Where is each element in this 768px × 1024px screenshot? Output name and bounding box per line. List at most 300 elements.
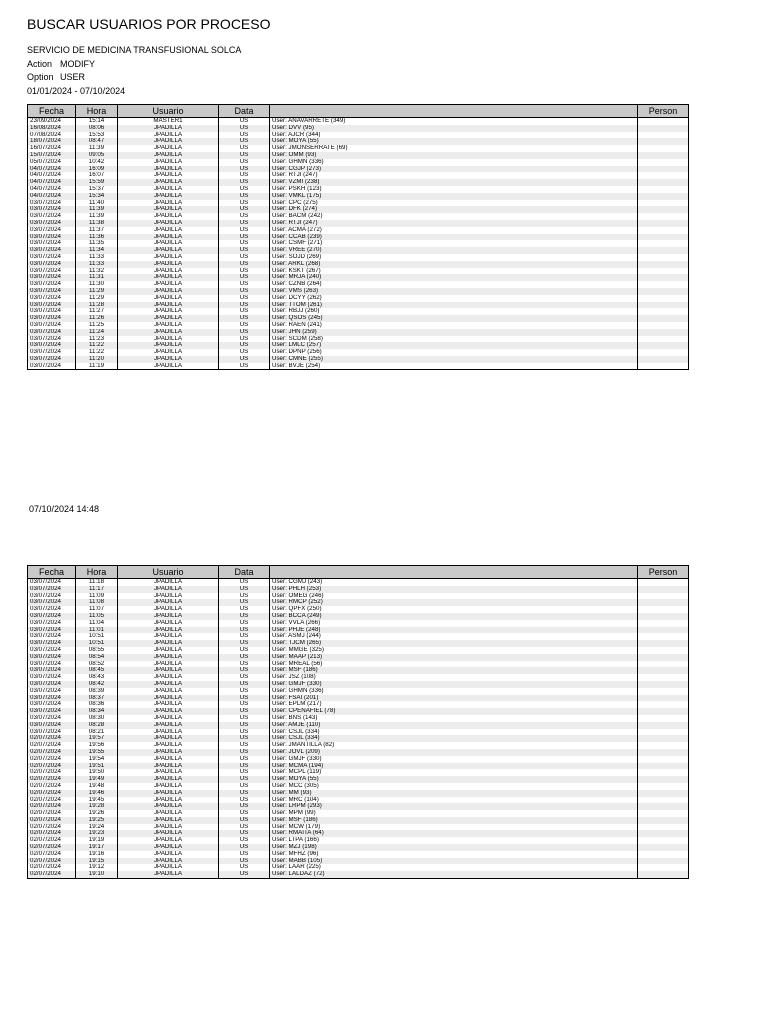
cell-fecha: 03/07/2024	[28, 701, 76, 708]
cell-hora: 08:52	[76, 661, 118, 668]
cell-data: US	[219, 830, 270, 837]
table-row	[28, 654, 689, 661]
cell-person	[638, 172, 689, 179]
cell-person	[638, 342, 689, 349]
cell-person	[638, 125, 689, 132]
cell-data: US	[219, 851, 270, 858]
table-row	[28, 281, 689, 288]
cell-detail: User: MABB (105)	[270, 858, 638, 865]
cell-hora: 11:17	[76, 586, 118, 593]
cell-hora: 19:16	[76, 851, 118, 858]
table-row	[28, 206, 689, 213]
cell-data: US	[219, 213, 270, 220]
cell-detail: User: BNS (143)	[270, 715, 638, 722]
cell-usuario: JPADILLA	[118, 281, 219, 288]
cell-detail: User: GHMN (336)	[270, 688, 638, 695]
cell-usuario: JPADILLA	[118, 220, 219, 227]
cell-person	[638, 837, 689, 844]
cell-hora: 11:22	[76, 349, 118, 356]
cell-usuario: JPADILLA	[118, 363, 219, 370]
cell-fecha: 03/07/2024	[28, 213, 76, 220]
cell-usuario: JPADILLA	[118, 681, 219, 688]
service-name: SERVICIO DE MEDICINA TRANSFUSIONAL SOLCA	[27, 45, 242, 55]
cell-detail: User: OMM (93)	[270, 152, 638, 159]
cell-fecha: 05/07/2024	[28, 159, 76, 166]
cell-usuario: JPADILLA	[118, 620, 219, 627]
cell-data: US	[219, 240, 270, 247]
cell-detail: User: RAEN (241)	[270, 322, 638, 329]
cell-detail: User: MCW (179)	[270, 824, 638, 831]
cell-detail: User: DVV (95)	[270, 125, 638, 132]
cell-detail: User: LRPM (293)	[270, 803, 638, 810]
cell-usuario: JPADILLA	[118, 125, 219, 132]
table-row	[28, 769, 689, 776]
table-row	[28, 620, 689, 627]
cell-detail: User: GMJF (330)	[270, 756, 638, 763]
cell-hora: 15:37	[76, 186, 118, 193]
table-row	[28, 715, 689, 722]
results-table-page-1	[27, 104, 689, 370]
cell-hora: 11:22	[76, 342, 118, 349]
table-body-page-2	[28, 579, 689, 879]
cell-usuario: JPADILLA	[118, 742, 219, 749]
cell-fecha: 03/07/2024	[28, 681, 76, 688]
cell-data: US	[219, 281, 270, 288]
cell-usuario: JPADILLA	[118, 308, 219, 315]
cell-detail: User: GHMN (336)	[270, 159, 638, 166]
cell-fecha: 02/07/2024	[28, 824, 76, 831]
table-row	[28, 729, 689, 736]
cell-fecha: 03/07/2024	[28, 234, 76, 241]
cell-hora: 15:53	[76, 132, 118, 139]
cell-hora: 11:31	[76, 274, 118, 281]
cell-fecha: 03/07/2024	[28, 322, 76, 329]
col-data: Data	[219, 105, 270, 118]
cell-usuario: JPADILLA	[118, 261, 219, 268]
cell-detail: User: MRC (104)	[270, 797, 638, 804]
cell-detail: User: LALDAZ (72)	[270, 871, 638, 878]
cell-detail: User: MCMA (194)	[270, 763, 638, 770]
cell-data: US	[219, 132, 270, 139]
cell-detail: User: CPC (275)	[270, 200, 638, 207]
cell-detail: User: QSOS (245)	[270, 315, 638, 322]
cell-fecha: 03/07/2024	[28, 288, 76, 295]
cell-hora: 19:25	[76, 817, 118, 824]
cell-person	[638, 871, 689, 878]
cell-fecha: 03/07/2024	[28, 220, 76, 227]
cell-data: US	[219, 667, 270, 674]
cell-data: US	[219, 118, 270, 125]
cell-fecha: 03/07/2024	[28, 627, 76, 634]
table-row	[28, 647, 689, 654]
cell-data: US	[219, 654, 270, 661]
table-row	[28, 735, 689, 742]
cell-hora: 15:14	[76, 118, 118, 125]
table-row	[28, 810, 689, 817]
cell-fecha: 03/07/2024	[28, 261, 76, 268]
cell-person	[638, 783, 689, 790]
cell-usuario: JPADILLA	[118, 179, 219, 186]
cell-usuario: JPADILLA	[118, 851, 219, 858]
cell-data: US	[219, 363, 270, 370]
cell-detail: User: EPLM (217)	[270, 701, 638, 708]
cell-usuario: JPADILLA	[118, 661, 219, 668]
cell-data: US	[219, 234, 270, 241]
table-row	[28, 688, 689, 695]
cell-fecha: 02/07/2024	[28, 756, 76, 763]
cell-detail: User: VREE (270)	[270, 247, 638, 254]
cell-detail: User: MSF (186)	[270, 667, 638, 674]
cell-detail: User: PSKH (123)	[270, 186, 638, 193]
cell-person	[638, 179, 689, 186]
cell-data: US	[219, 627, 270, 634]
cell-usuario: JPADILLA	[118, 227, 219, 234]
cell-fecha: 03/07/2024	[28, 315, 76, 322]
cell-usuario: JPADILLA	[118, 715, 219, 722]
cell-data: US	[219, 824, 270, 831]
cell-data: US	[219, 186, 270, 193]
cell-person	[638, 599, 689, 606]
cell-hora: 11:26	[76, 315, 118, 322]
cell-fecha: 03/07/2024	[28, 688, 76, 695]
cell-data: US	[219, 858, 270, 865]
cell-data: US	[219, 247, 270, 254]
cell-fecha: 03/07/2024	[28, 349, 76, 356]
table-row	[28, 817, 689, 824]
cell-usuario: JPADILLA	[118, 688, 219, 695]
cell-usuario: JPADILLA	[118, 824, 219, 831]
cell-data: US	[219, 261, 270, 268]
cell-data: US	[219, 159, 270, 166]
table-row	[28, 871, 689, 878]
col-usuario: Usuario	[118, 105, 219, 118]
cell-hora: 15:59	[76, 179, 118, 186]
cell-data: US	[219, 837, 270, 844]
table-row	[28, 599, 689, 606]
cell-hora: 11:39	[76, 213, 118, 220]
cell-person	[638, 640, 689, 647]
cell-fecha: 02/07/2024	[28, 783, 76, 790]
cell-data: US	[219, 152, 270, 159]
cell-hora: 19:26	[76, 810, 118, 817]
table-row	[28, 783, 689, 790]
cell-usuario: JPADILLA	[118, 783, 219, 790]
cell-detail: User: MAAP (213)	[270, 654, 638, 661]
cell-person	[638, 166, 689, 173]
table-row	[28, 349, 689, 356]
cell-fecha: 04/07/2024	[28, 172, 76, 179]
cell-data: US	[219, 356, 270, 363]
table-row	[28, 179, 689, 186]
table-row	[28, 295, 689, 302]
cell-person	[638, 633, 689, 640]
table-row	[28, 261, 689, 268]
col-person: Person	[638, 566, 689, 579]
cell-person	[638, 647, 689, 654]
cell-data: US	[219, 166, 270, 173]
cell-detail: User: AMJE (110)	[270, 722, 638, 729]
cell-usuario: JPADILLA	[118, 247, 219, 254]
table-row	[28, 268, 689, 275]
cell-hora: 19:19	[76, 837, 118, 844]
cell-usuario: JPADILLA	[118, 837, 219, 844]
cell-fecha: 07/08/2024	[28, 132, 76, 139]
table-row	[28, 342, 689, 349]
cell-detail: User: BVJE (254)	[270, 363, 638, 370]
cell-fecha: 03/07/2024	[28, 342, 76, 349]
table-row	[28, 172, 689, 179]
cell-hora: 11:18	[76, 579, 118, 586]
cell-usuario: JPADILLA	[118, 797, 219, 804]
cell-fecha: 02/07/2024	[28, 864, 76, 871]
cell-fecha: 02/07/2024	[28, 810, 76, 817]
cell-person	[638, 844, 689, 851]
cell-fecha: 23/09/2024	[28, 118, 76, 125]
cell-person	[638, 756, 689, 763]
cell-person	[638, 159, 689, 166]
cell-person	[638, 654, 689, 661]
cell-fecha: 03/07/2024	[28, 254, 76, 261]
cell-detail: User: CMNE (255)	[270, 356, 638, 363]
cell-usuario: JPADILLA	[118, 599, 219, 606]
cell-data: US	[219, 586, 270, 593]
cell-person	[638, 667, 689, 674]
cell-hora: 11:29	[76, 288, 118, 295]
cell-person	[638, 247, 689, 254]
cell-detail: User: ASMJ (244)	[270, 633, 638, 640]
cell-hora: 19:55	[76, 749, 118, 756]
action-value: MODIFY	[60, 59, 95, 69]
cell-fecha: 03/07/2024	[28, 329, 76, 336]
cell-fecha: 02/07/2024	[28, 790, 76, 797]
cell-fecha: 02/07/2024	[28, 797, 76, 804]
cell-detail: User: SOJD (269)	[270, 254, 638, 261]
cell-usuario: JPADILLA	[118, 844, 219, 851]
cell-data: US	[219, 138, 270, 145]
table-row	[28, 674, 689, 681]
cell-usuario: JPADILLA	[118, 288, 219, 295]
cell-fecha: 03/07/2024	[28, 240, 76, 247]
cell-detail: User: GMJF (330)	[270, 681, 638, 688]
table-row	[28, 336, 689, 343]
cell-person	[638, 322, 689, 329]
cell-usuario: JPADILLA	[118, 152, 219, 159]
cell-detail: User: RTJI (247)	[270, 172, 638, 179]
cell-person	[638, 769, 689, 776]
cell-detail: User: MSF (186)	[270, 817, 638, 824]
cell-data: US	[219, 308, 270, 315]
cell-fecha: 03/07/2024	[28, 295, 76, 302]
cell-hora: 11:37	[76, 227, 118, 234]
table-row	[28, 288, 689, 295]
cell-person	[638, 742, 689, 749]
cell-hora: 11:04	[76, 620, 118, 627]
table-row	[28, 790, 689, 797]
cell-hora: 08:42	[76, 681, 118, 688]
cell-detail: User: MCC (305)	[270, 783, 638, 790]
cell-hora: 11:08	[76, 599, 118, 606]
cell-usuario: JPADILLA	[118, 240, 219, 247]
cell-hora: 19:10	[76, 871, 118, 878]
cell-data: US	[219, 810, 270, 817]
cell-data: US	[219, 864, 270, 871]
cell-hora: 19:56	[76, 742, 118, 749]
cell-usuario: JPADILLA	[118, 674, 219, 681]
table-row	[28, 145, 689, 152]
cell-usuario: JPADILLA	[118, 206, 219, 213]
cell-fecha: 02/07/2024	[28, 837, 76, 844]
cell-data: US	[219, 633, 270, 640]
cell-person	[638, 363, 689, 370]
cell-data: US	[219, 342, 270, 349]
cell-person	[638, 681, 689, 688]
cell-usuario: JPADILLA	[118, 329, 219, 336]
cell-detail: User: MRJA (240)	[270, 274, 638, 281]
cell-detail: User: FSAI (201)	[270, 695, 638, 702]
table-row	[28, 166, 689, 173]
cell-person	[638, 240, 689, 247]
cell-hora: 08:55	[76, 647, 118, 654]
table-row	[28, 329, 689, 336]
date-range: 01/01/2024 - 07/10/2024	[27, 86, 126, 96]
table-row	[28, 722, 689, 729]
cell-usuario: JPADILLA	[118, 138, 219, 145]
cell-data: US	[219, 329, 270, 336]
cell-fecha: 03/07/2024	[28, 606, 76, 613]
table-row	[28, 220, 689, 227]
cell-hora: 11:20	[76, 356, 118, 363]
cell-fecha: 03/07/2024	[28, 274, 76, 281]
cell-fecha: 04/07/2024	[28, 166, 76, 173]
cell-detail: User: CSMF (271)	[270, 240, 638, 247]
cell-person	[638, 329, 689, 336]
cell-usuario: JPADILLA	[118, 579, 219, 586]
cell-usuario: JPADILLA	[118, 593, 219, 600]
cell-data: US	[219, 274, 270, 281]
cell-usuario: JPADILLA	[118, 729, 219, 736]
cell-person	[638, 776, 689, 783]
cell-fecha: 03/07/2024	[28, 722, 76, 729]
cell-usuario: JPADILLA	[118, 654, 219, 661]
cell-data: US	[219, 674, 270, 681]
cell-data: US	[219, 817, 270, 824]
table-row	[28, 274, 689, 281]
cell-hora: 08:21	[76, 729, 118, 736]
cell-fecha: 03/07/2024	[28, 640, 76, 647]
cell-detail: User: KSKT (267)	[270, 268, 638, 275]
cell-person	[638, 336, 689, 343]
cell-detail: User: SCDM (258)	[270, 336, 638, 343]
table-row	[28, 322, 689, 329]
cell-fecha: 02/07/2024	[28, 817, 76, 824]
cell-usuario: JPADILLA	[118, 810, 219, 817]
cell-hora: 11:30	[76, 281, 118, 288]
cell-hora: 11:35	[76, 240, 118, 247]
cell-detail: User: JHN (259)	[270, 329, 638, 336]
cell-fecha: 18/07/2024	[28, 138, 76, 145]
cell-usuario: JPADILLA	[118, 200, 219, 207]
cell-person	[638, 824, 689, 831]
cell-detail: User: RMCP (252)	[270, 599, 638, 606]
col-fecha: Fecha	[28, 566, 76, 579]
cell-hora: 19:49	[76, 776, 118, 783]
cell-person	[638, 817, 689, 824]
cell-hora: 19:54	[76, 756, 118, 763]
cell-data: US	[219, 776, 270, 783]
cell-fecha: 02/07/2024	[28, 742, 76, 749]
cell-data: US	[219, 803, 270, 810]
cell-usuario: JPADILLA	[118, 213, 219, 220]
cell-usuario: JPADILLA	[118, 322, 219, 329]
col-detail	[270, 105, 638, 118]
cell-usuario: JPADILLA	[118, 336, 219, 343]
cell-hora: 19:24	[76, 824, 118, 831]
table-row	[28, 749, 689, 756]
cell-usuario: JPADILLA	[118, 613, 219, 620]
cell-detail: User: CZNB (264)	[270, 281, 638, 288]
cell-fecha: 02/07/2024	[28, 851, 76, 858]
table-row	[28, 186, 689, 193]
table-row	[28, 858, 689, 865]
cell-hora: 08:06	[76, 125, 118, 132]
cell-detail: User: VVLA (266)	[270, 620, 638, 627]
cell-person	[638, 206, 689, 213]
cell-data: US	[219, 729, 270, 736]
table-row	[28, 864, 689, 871]
cell-usuario: MASTER1	[118, 118, 219, 125]
cell-hora: 08:43	[76, 674, 118, 681]
cell-person	[638, 315, 689, 322]
cell-fecha: 03/07/2024	[28, 200, 76, 207]
cell-detail: User: PHJE (248)	[270, 627, 638, 634]
cell-usuario: JPADILLA	[118, 640, 219, 647]
cell-hora: 08:30	[76, 715, 118, 722]
cell-usuario: JPADILLA	[118, 159, 219, 166]
cell-fecha: 03/07/2024	[28, 593, 76, 600]
cell-fecha: 04/07/2024	[28, 186, 76, 193]
cell-person	[638, 213, 689, 220]
cell-hora: 08:37	[76, 695, 118, 702]
cell-usuario: JPADILLA	[118, 701, 219, 708]
cell-usuario: JPADILLA	[118, 627, 219, 634]
cell-fecha: 03/07/2024	[28, 363, 76, 370]
option-value: USER	[60, 72, 86, 82]
table-row	[28, 138, 689, 145]
cell-detail: User: MZJ (198)	[270, 844, 638, 851]
cell-usuario: JPADILLA	[118, 708, 219, 715]
cell-hora: 19:57	[76, 735, 118, 742]
cell-data: US	[219, 220, 270, 227]
cell-data: US	[219, 756, 270, 763]
cell-data: US	[219, 254, 270, 261]
cell-person	[638, 186, 689, 193]
cell-person	[638, 349, 689, 356]
cell-person	[638, 254, 689, 261]
cell-data: US	[219, 661, 270, 668]
results-table-page-2	[27, 565, 689, 879]
table-row	[28, 363, 689, 370]
cell-usuario: JPADILLA	[118, 858, 219, 865]
cell-data: US	[219, 606, 270, 613]
cell-detail: User: ARKL (268)	[270, 261, 638, 268]
cell-detail: User: PHLH (253)	[270, 586, 638, 593]
cell-fecha: 03/07/2024	[28, 695, 76, 702]
cell-person	[638, 356, 689, 363]
cell-person	[638, 281, 689, 288]
cell-data: US	[219, 871, 270, 878]
cell-data: US	[219, 763, 270, 770]
cell-hora: 08:45	[76, 667, 118, 674]
